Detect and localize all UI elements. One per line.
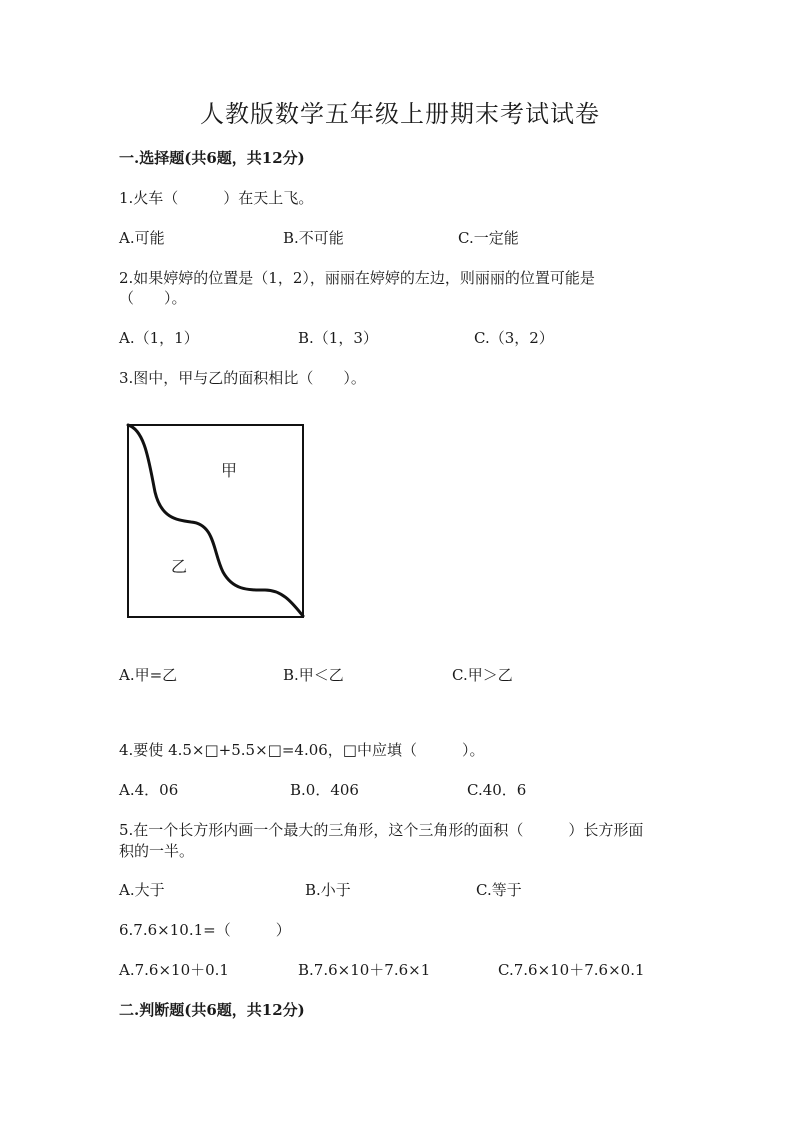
question-2-option-a: A.（1，1）	[119, 329, 199, 347]
question-6-stem: 6.7.6×10.1=（ ）	[119, 921, 291, 939]
question-4-option-b: B.0．406	[290, 781, 359, 799]
question-3-stem: 3.图中，甲与乙的面积相比（ ）。	[119, 369, 366, 387]
question-2-option-b: B.（1，3）	[298, 329, 378, 347]
question-3-option-c: C.甲＞乙	[452, 666, 513, 684]
question-2-option-c: C.（3，2）	[474, 329, 554, 347]
figure-label-yi: 乙	[171, 557, 188, 576]
section-heading-choice: 一.选择题(共6题，共12分)	[119, 149, 305, 167]
figure-square	[128, 425, 303, 617]
question-6-option-b: B.7.6×10＋7.6×1	[298, 961, 431, 979]
question-4-option-a: A.4．06	[119, 781, 179, 799]
question-3-option-b: B.甲＜乙	[283, 666, 344, 684]
question-5-option-b: B.小于	[305, 881, 351, 899]
question-3-option-a: A.甲=乙	[119, 666, 178, 684]
question-6-option-c: C.7.6×10＋7.6×0.1	[498, 961, 645, 979]
section-heading-judgement: 二.判断题(共6题，共12分)	[119, 1001, 305, 1019]
question-4-stem: 4.要使 4.5×□+5.5×□=4.06，□中应填（ ）。	[119, 741, 485, 759]
figure-label-jia: 甲	[221, 461, 238, 480]
question-1-option-c: C.一定能	[458, 229, 519, 247]
area-comparison-figure	[125, 422, 307, 620]
question-6-option-a: A.7.6×10＋0.1	[119, 961, 229, 979]
question-1-option-a: A.可能	[119, 229, 165, 247]
question-5-stem-line1: 5.在一个长方形内画一个最大的三角形，这个三角形的面积（ ）长方形面	[119, 821, 644, 839]
question-2-stem-line1: 2.如果婷婷的位置是（1，2），丽丽在婷婷的左边，则丽丽的位置可能是	[119, 269, 595, 287]
question-2-stem-line2: （ ）。	[119, 289, 187, 307]
question-4-option-c: C.40．6	[467, 781, 527, 799]
question-1-option-b: B.不可能	[283, 229, 344, 247]
question-1-stem: 1.火车（ ）在天上飞。	[119, 189, 314, 207]
question-5-option-c: C.等于	[476, 881, 522, 899]
question-5-stem-line2: 积的一半。	[119, 842, 195, 860]
question-5-option-a: A.大于	[119, 881, 165, 899]
page-title: 人教版数学五年级上册期末考试试卷	[200, 100, 600, 128]
